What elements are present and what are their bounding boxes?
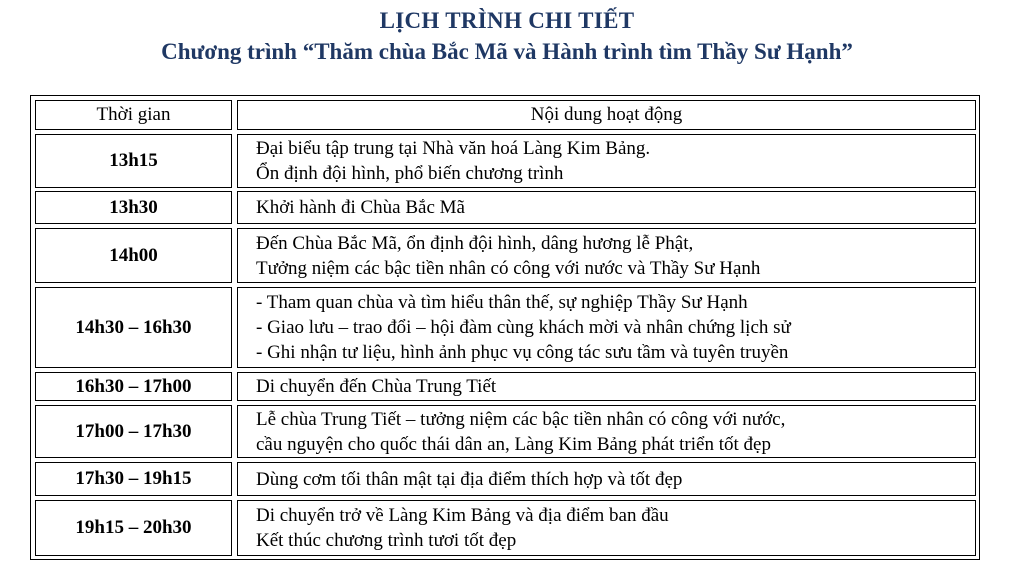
activity-line: Di chuyển đến Chùa Trung Tiết [256,376,497,397]
activity-line: cầu nguyện cho quốc thái dân an, Làng Kim Bảng phát triển tốt đẹp [256,433,771,455]
activity-cell [237,372,976,401]
schedule-table [30,95,980,560]
page-title: LỊCH TRÌNH CHI TIẾT [379,8,635,33]
activity-line: Khởi hành đi Chùa Bắc Mã [256,197,465,218]
activity-line: Đến Chùa Bắc Mã, ổn định đội hình, dâng hương lễ Phật, [256,232,694,254]
time-cell: 16h30 – 17h00 [35,372,232,401]
activity-cell [237,500,976,556]
activity-line: Dùng cơm tối thân mật tại địa điểm thích hợp và tốt đẹp [256,468,683,490]
activity-line: Ổn định đội hình, phổ biến chương trình [256,163,564,184]
time-cell: 17h00 – 17h30 [35,405,232,458]
activity-cell [237,134,976,188]
time-cell: 13h15 [35,134,232,188]
activity-line: - Tham quan chùa và tìm hiểu thân thế, sự nghiệp Thầy Sư Hạnh [256,292,748,313]
activity-line: Di chuyển trở về Làng Kim Bảng và địa điểm ban đầu [256,505,669,526]
time-cell: 14h30 – 16h30 [35,287,232,368]
time-cell: 17h30 – 19h15 [35,462,232,496]
page-subtitle: Chương trình “Thăm chùa Bắc Mã và Hành trình tìm Thầy Sư Hạnh” [161,39,853,64]
time-cell: 13h30 [35,191,232,224]
activity-cell [237,287,976,368]
activity-line: Lễ chùa Trung Tiết – tưởng niệm các bậc tiền nhân có công với nước, [256,408,786,430]
time-cell: 14h00 [35,228,232,283]
header-time: Thời gian [35,100,232,130]
time-cell: 19h15 – 20h30 [35,500,232,556]
activity-line: - Ghi nhận tư liệu, hình ảnh phục vụ công tác sưu tầm và tuyên truyền [256,342,789,363]
header-content: Nội dung hoạt động [237,100,976,130]
activity-line: - Giao lưu – trao đổi – hội đàm cùng khách mời và nhân chứng lịch sử [256,317,791,338]
activity-line: Đại biểu tập trung tại Nhà văn hoá Làng Kim Bảng. [256,138,651,159]
activity-cell [237,462,976,496]
activity-line: Tưởng niệm các bậc tiền nhân có công với nước và Thầy Sư Hạnh [256,257,761,279]
activity-cell [237,191,976,224]
activity-line: Kết thúc chương trình tươi tốt đẹp [256,530,517,551]
activity-cell [237,405,976,458]
activity-cell [237,228,976,283]
